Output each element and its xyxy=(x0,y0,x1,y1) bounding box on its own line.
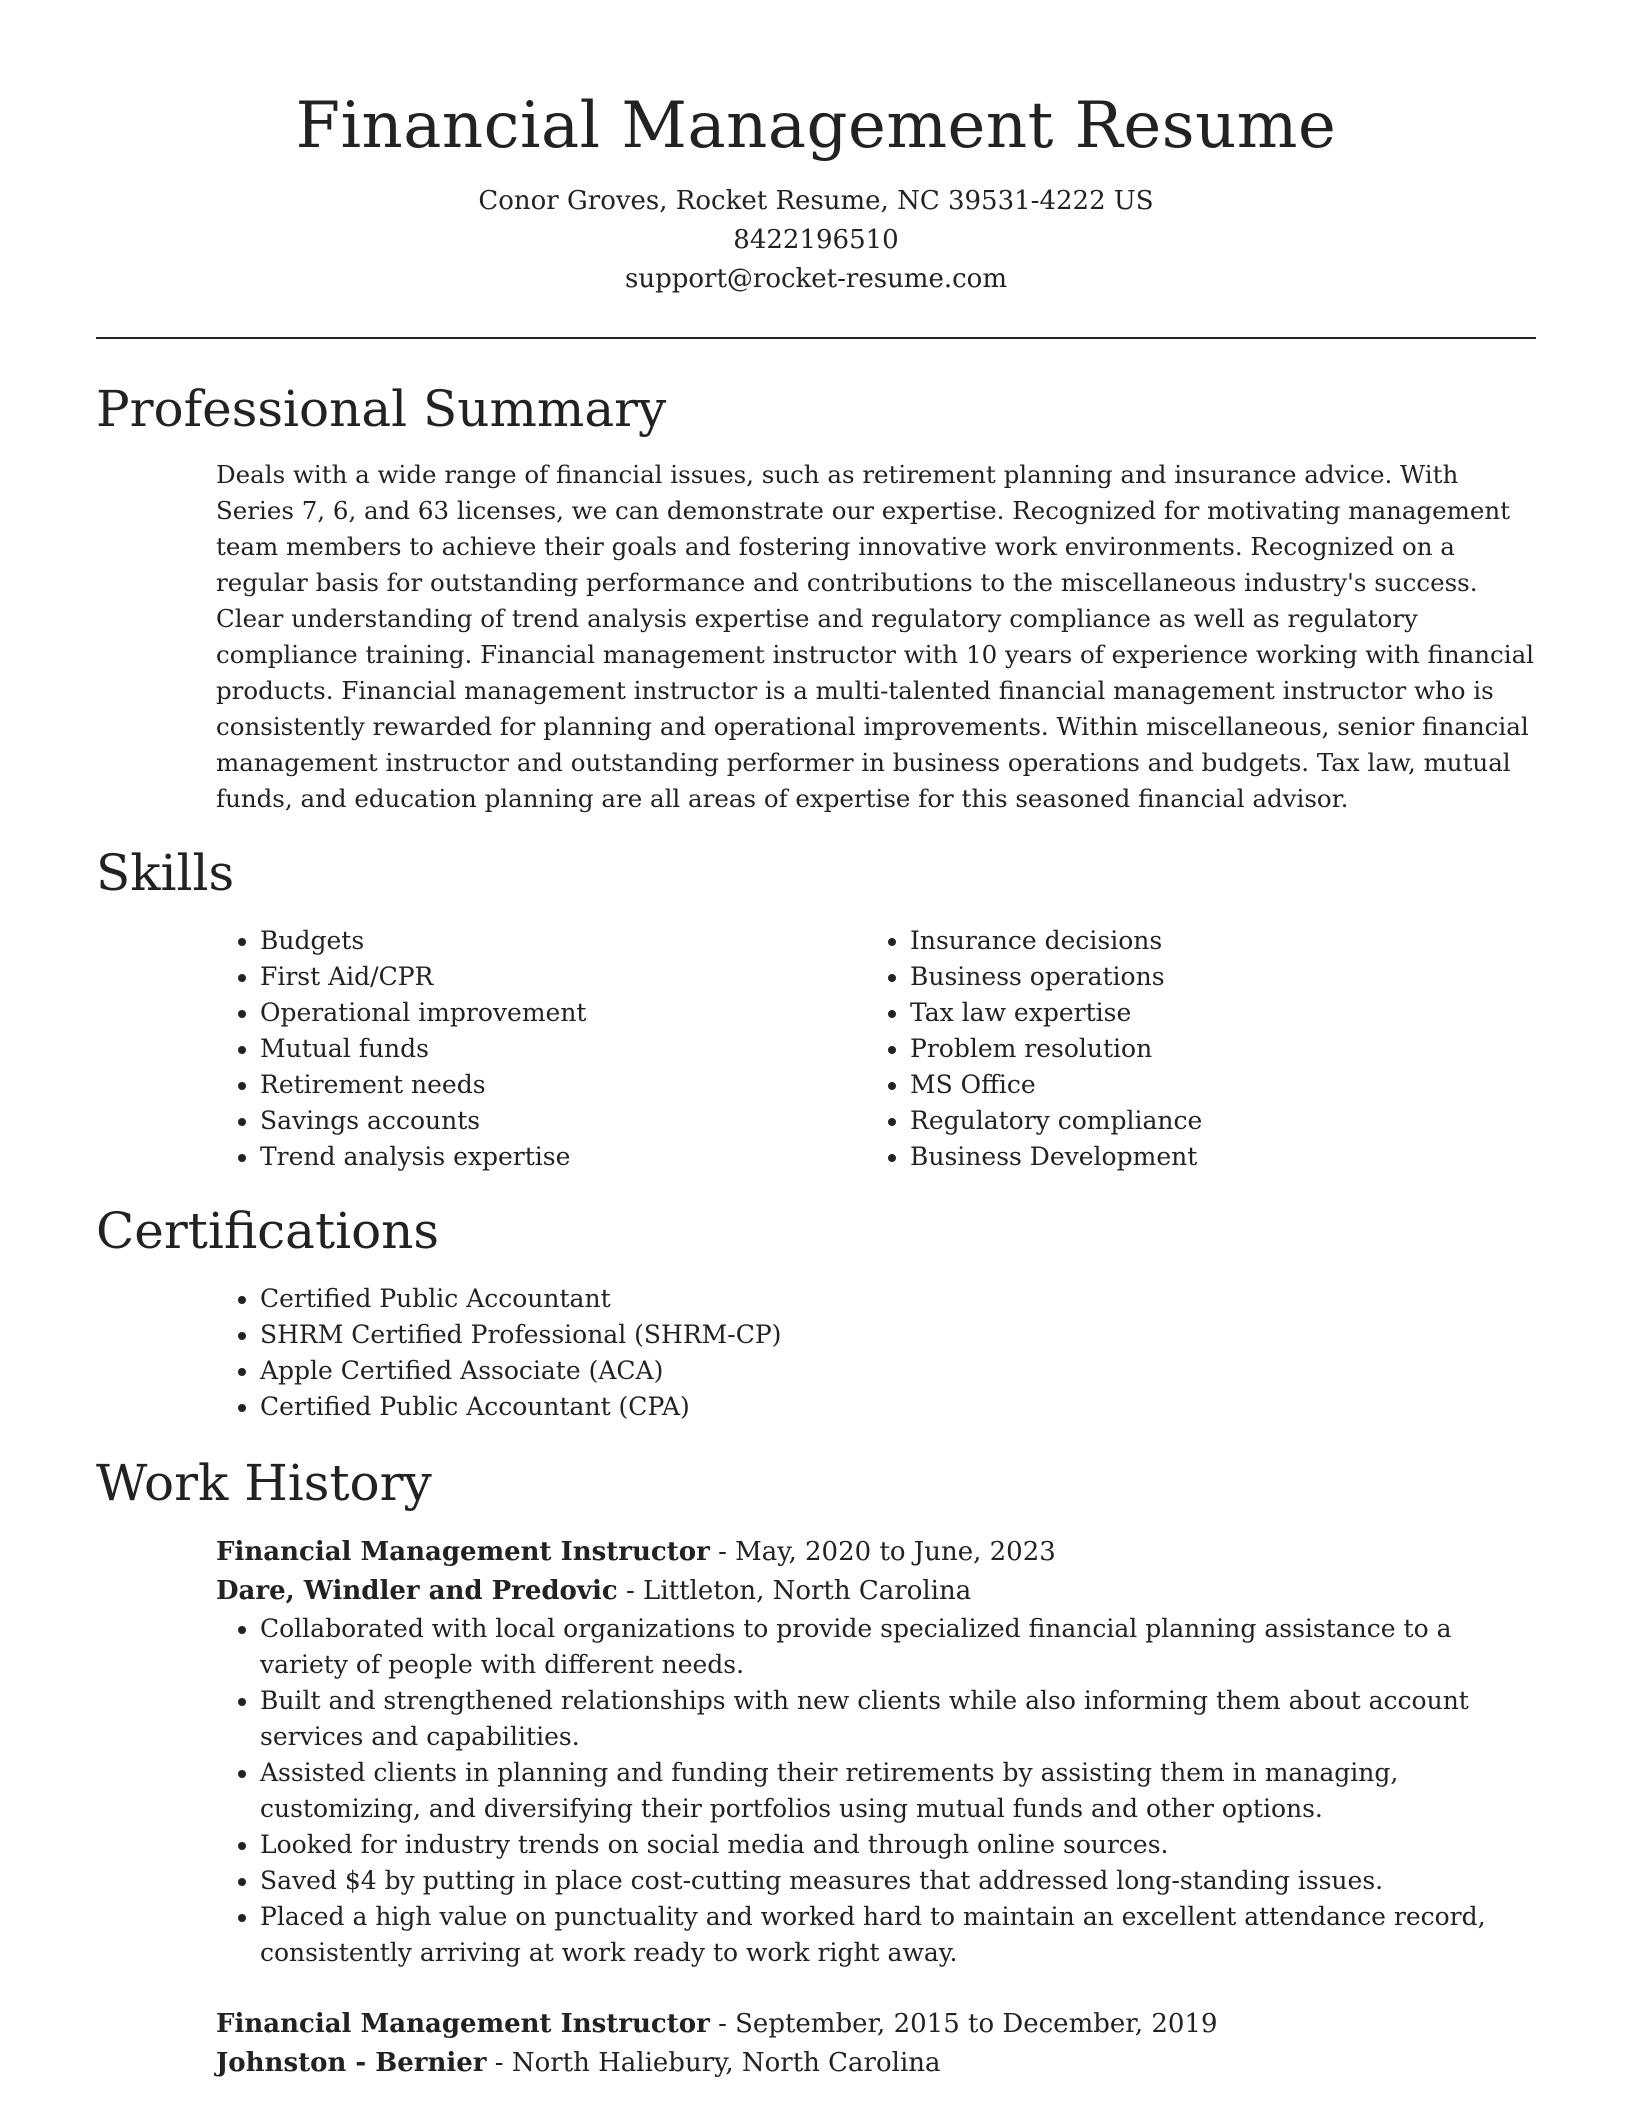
job-company: Dare, Windler and Predovic xyxy=(216,1576,618,1606)
resume-title: Financial Management Resume xyxy=(295,89,1337,163)
skills-heading: Skills xyxy=(96,844,235,902)
summary-heading: Professional Summary xyxy=(96,380,667,438)
skills-list-right xyxy=(866,923,1516,1175)
job-entry xyxy=(216,1533,1541,1971)
job-separator: - xyxy=(718,2009,736,2039)
job-role: Financial Management Instructor xyxy=(216,1537,710,1567)
job-entry xyxy=(216,2005,1541,2083)
skills-list-left xyxy=(216,923,866,1175)
job-separator: - xyxy=(625,1576,644,1606)
job-separator: - xyxy=(718,1537,736,1567)
certifications-section xyxy=(96,1199,1536,1425)
skill-item: • First Aid/CPR xyxy=(260,959,866,995)
job-company: Johnston - Bernier xyxy=(216,2048,487,2078)
job-title-line xyxy=(216,1533,1541,1572)
job-title-line xyxy=(216,2005,1541,2044)
contact-email: support@rocket-resume.com xyxy=(624,264,1007,294)
skill-item: • MS Office xyxy=(910,1067,1516,1103)
contact-block xyxy=(96,182,1536,299)
job-company-line xyxy=(216,2044,1541,2083)
job-duty-item: • Placed a high value on punctuality and worked hard to maintain an excellent attendance record, consistently arriving at work ready to work right away. xyxy=(260,1899,1541,1971)
skills-section xyxy=(96,841,1536,1175)
job-location: Littleton, North Carolina xyxy=(643,1576,972,1606)
certifications-list xyxy=(216,1281,1536,1425)
job-role: Financial Management Instructor xyxy=(216,2009,710,2039)
skills-columns xyxy=(216,923,1536,1175)
contact-phone: 8422196510 xyxy=(733,225,899,255)
job-duties-list xyxy=(216,1611,1541,1971)
job-company-line xyxy=(216,1572,1541,1611)
skill-item: • Tax law expertise xyxy=(910,995,1516,1031)
skill-item: • Operational improvement xyxy=(260,995,866,1031)
skill-item: • Budgets xyxy=(260,923,866,959)
certification-item: • Apple Certified Associate (ACA) xyxy=(260,1353,1536,1389)
job-duty-item: • Assisted clients in planning and funding their retirements by assisting them in managing, customizing, and diversifying their portfolios using mutual funds and other options. xyxy=(260,1755,1541,1827)
skill-item: • Retirement needs xyxy=(260,1067,866,1103)
job-duty-item: • Built and strengthened relationships with new clients while also informing them about account services and capabilities. xyxy=(260,1683,1541,1755)
certification-item: • Certified Public Accountant xyxy=(260,1281,1536,1317)
work-history-section xyxy=(96,1451,1536,2083)
skill-item: • Mutual funds xyxy=(260,1031,866,1067)
certifications-heading: Certifications xyxy=(96,1202,440,1260)
job-duty-item: • Saved $4 by putting in place cost-cutting measures that addressed long-standing issues. xyxy=(260,1863,1541,1899)
job-dates: May, 2020 to June, 2023 xyxy=(735,1537,1056,1567)
summary-section xyxy=(96,377,1536,817)
skills-column-right xyxy=(866,923,1516,1175)
certification-item: • Certified Public Accountant (CPA) xyxy=(260,1389,1536,1425)
skill-item: • Insurance decisions xyxy=(910,923,1516,959)
skill-item: • Problem resolution xyxy=(910,1031,1516,1067)
job-duty-item: • Collaborated with local organizations to provide specialized financial planning assistance to a variety of people with different needs. xyxy=(260,1611,1541,1683)
job-dates: September, 2015 to December, 2019 xyxy=(735,2009,1218,2039)
skill-item: • Savings accounts xyxy=(260,1103,866,1139)
job-duty-item: • Looked for industry trends on social media and through online sources. xyxy=(260,1827,1541,1863)
certification-item: • SHRM Certified Professional (SHRM-CP) xyxy=(260,1317,1536,1353)
skill-item: • Regulatory compliance xyxy=(910,1103,1516,1139)
header-divider xyxy=(96,337,1536,339)
summary-text: Deals with a wide range of financial issues, such as retirement planning and insurance advice. With Series 7, 6, and 63 licenses, we can demonstrate our expertise. Recognized for motivating management team members to achieve their goals and fostering innovative work environments. Recognized on a regular basis for outstanding performance and contributions to the miscellaneous industry's success. Clear understanding of trend analysis expertise and regulatory compliance as well as regulatory compliance training. Financial management instructor with 10 years of experience working with financial products. Financial management instructor is a multi-talented financial management instructor who is consistently rewarded for planning and operational improvements. Within miscellaneous, senior financial management instructor and outstanding performer in business operations and budgets. Tax law, mutual funds, and education planning are all areas of expertise for this seasoned financial advisor. xyxy=(216,460,1535,813)
job-location: North Haliebury, North Carolina xyxy=(511,2048,941,2078)
skill-item: • Business Development xyxy=(910,1139,1516,1175)
contact-address: Conor Groves, Rocket Resume, NC 39531-4222 US xyxy=(478,186,1154,216)
skills-column-left xyxy=(216,923,866,1175)
resume-page xyxy=(96,0,1536,2083)
skill-item: • Trend analysis expertise xyxy=(260,1139,866,1175)
work-history-heading: Work History xyxy=(96,1454,432,1512)
certifications-block xyxy=(216,1281,1536,1425)
skill-item: • Business operations xyxy=(910,959,1516,995)
job-separator: - xyxy=(494,2048,512,2078)
